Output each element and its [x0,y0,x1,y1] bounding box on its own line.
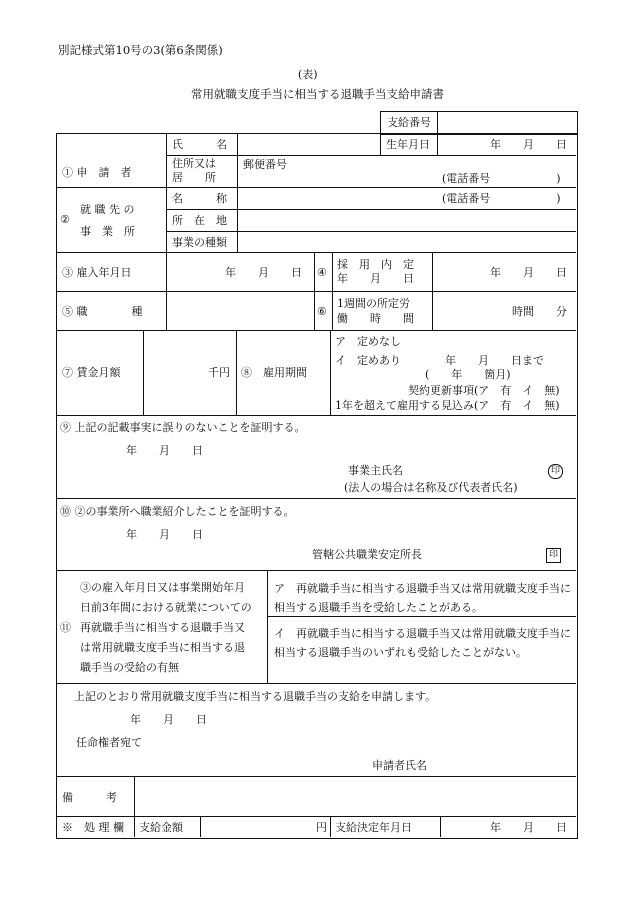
history-num: ⑪ [60,621,71,634]
offer-label-2: 年 月 日 [337,272,414,285]
divider [56,252,576,253]
employer-phone[interactable]: (電話番号 ) [442,192,561,205]
hours-field[interactable]: 時間 分 [512,305,567,318]
applicant-name-label: 申請者氏名 [372,759,427,772]
hours-label-1: 1週間の所定労 [337,297,410,310]
divider [56,498,576,499]
divider [237,187,238,252]
addressee: 任命権者宛て [76,736,142,749]
history-q-5: 職手当の受給の有無 [80,661,179,674]
contract-renewal[interactable]: 契約更新事項(ア 有 イ 無) [408,384,560,397]
remarks-field[interactable] [135,777,575,816]
address-label-2: 居 所 [172,171,216,184]
employer-cert-text: ⑨ 上記の記載事実に誤りのないことを証明する。 [60,421,306,434]
seal-mark: 印 [546,548,561,563]
employer-cert-date[interactable]: 年 月 日 [126,444,203,457]
divider [330,816,331,837]
period-option-a[interactable]: ア 定めなし [335,335,401,348]
divider [166,209,576,210]
apply-text: 上記のとおり常用就職支度手当に相当する退職手当の支給を申請します。 [74,690,437,703]
placement-cert-text: ⑩ ②の事業所へ職業紹介したことを証明する。 [60,505,295,518]
divider [56,291,576,292]
employer-num: ② [60,213,70,226]
wage-field[interactable]: 千円 [208,366,230,379]
divider [166,231,576,232]
divider [267,570,268,683]
name-label: 氏 名 [172,138,227,151]
applicant-phone[interactable]: (電話番号 ) [442,172,561,185]
employer-name-note: (法人の場合は名称及び代表者氏名) [344,481,518,494]
form-id: 別記様式第10号の3(第6条関係) [58,43,223,57]
hire-date-label: ③ 雇入年月日 [62,266,132,279]
hire-date-field[interactable]: 年 月 日 [225,266,302,279]
divider [56,683,576,684]
hours-num: ⑥ [317,305,327,318]
employer-name-label: 名 称 [172,192,227,205]
divider [440,816,441,837]
business-type-label: 事業の種類 [172,236,227,249]
occupation-field[interactable] [167,292,314,330]
occupation-label: ⑤ 職 種 [62,305,143,318]
processing-label: ※ 処 理 欄 [62,821,124,834]
divider [236,330,237,415]
side-label: (表) [298,68,318,81]
hours-label-2: 働 時 間 [337,312,414,325]
apply-date[interactable]: 年 月 日 [130,713,207,726]
divider [200,816,201,837]
divider [330,330,331,415]
offer-date-field[interactable]: 年 月 日 [490,266,567,279]
postal-code-label: 郵便番号 [243,158,287,171]
history-q-4: は常用就職支度手当に相当する退 [80,641,245,654]
offer-label-1: 採 用 内 定 [337,258,414,271]
history-option-a[interactable]: ア 再就職手当に相当する退職手当又は常用就職支度手当に相当する退職手当を受給したことがある。 [274,582,571,614]
history-q-2: 日前3年間における就業についての [80,601,252,614]
divider [56,187,576,188]
history-q-3: 再就職手当に相当する退職手当又 [80,621,245,634]
employer-seal [548,463,563,479]
decision-date-field[interactable]: 年 月 日 [490,821,567,834]
divider [143,330,144,415]
applicant-label: ① 申 請 者 [62,166,132,179]
placement-cert-date[interactable]: 年 月 日 [126,528,203,541]
amount-label: 支給金額 [139,821,183,834]
divider [56,570,576,571]
pay-no-label: 支給番号 [387,116,431,129]
offer-num: ④ [317,266,327,279]
divider [56,415,576,416]
divider [380,133,381,155]
address-label-1: 住所又は [172,157,216,170]
seal-mark: 印 [548,464,563,479]
decision-date-label: 支給決定年月日 [335,821,412,834]
over-one-year[interactable]: 1年を超えて雇用する見込み(ア 有 イ 無) [335,399,560,412]
employer-label-2: 事 業 所 [80,225,135,238]
period-months: ( 年 箇月) [425,368,511,381]
employment-period-label: ⑧ 雇用期間 [241,366,307,379]
wage-label: ⑦ 賃金月額 [62,366,121,379]
divider [56,330,576,331]
period-option-b[interactable]: イ 定めあり 年 月 日まで [335,354,544,367]
office-label: 管轄公共職業安定所長 [312,548,422,561]
divider [437,133,438,155]
office-seal [546,547,561,563]
name-field[interactable] [238,134,380,155]
history-option-b[interactable]: イ 再就職手当に相当する退職手当又は常用就職支度手当に相当する退職手当のいずれも受給したことがない。 [274,627,571,659]
form-title: 常用就職支度手当に相当する退職手当支給申請書 [191,87,444,101]
divider [166,155,576,156]
amount-field[interactable]: 円 [316,821,327,834]
divider [166,187,167,252]
location-label: 所 在 地 [172,214,227,227]
history-q-1: ③の雇入年月日又は事業開始年月 [80,581,245,594]
employer-label-1: 就 職 先 の [80,203,135,216]
divider [134,816,135,837]
pay-no-field[interactable] [438,112,576,133]
dob-label: 生年月日 [386,138,430,151]
employer-name-label: 事業主氏名 [348,464,403,477]
remarks-label: 備 考 [62,791,117,804]
divider [166,133,167,187]
dob-field[interactable]: 年 月 日 [490,138,567,151]
